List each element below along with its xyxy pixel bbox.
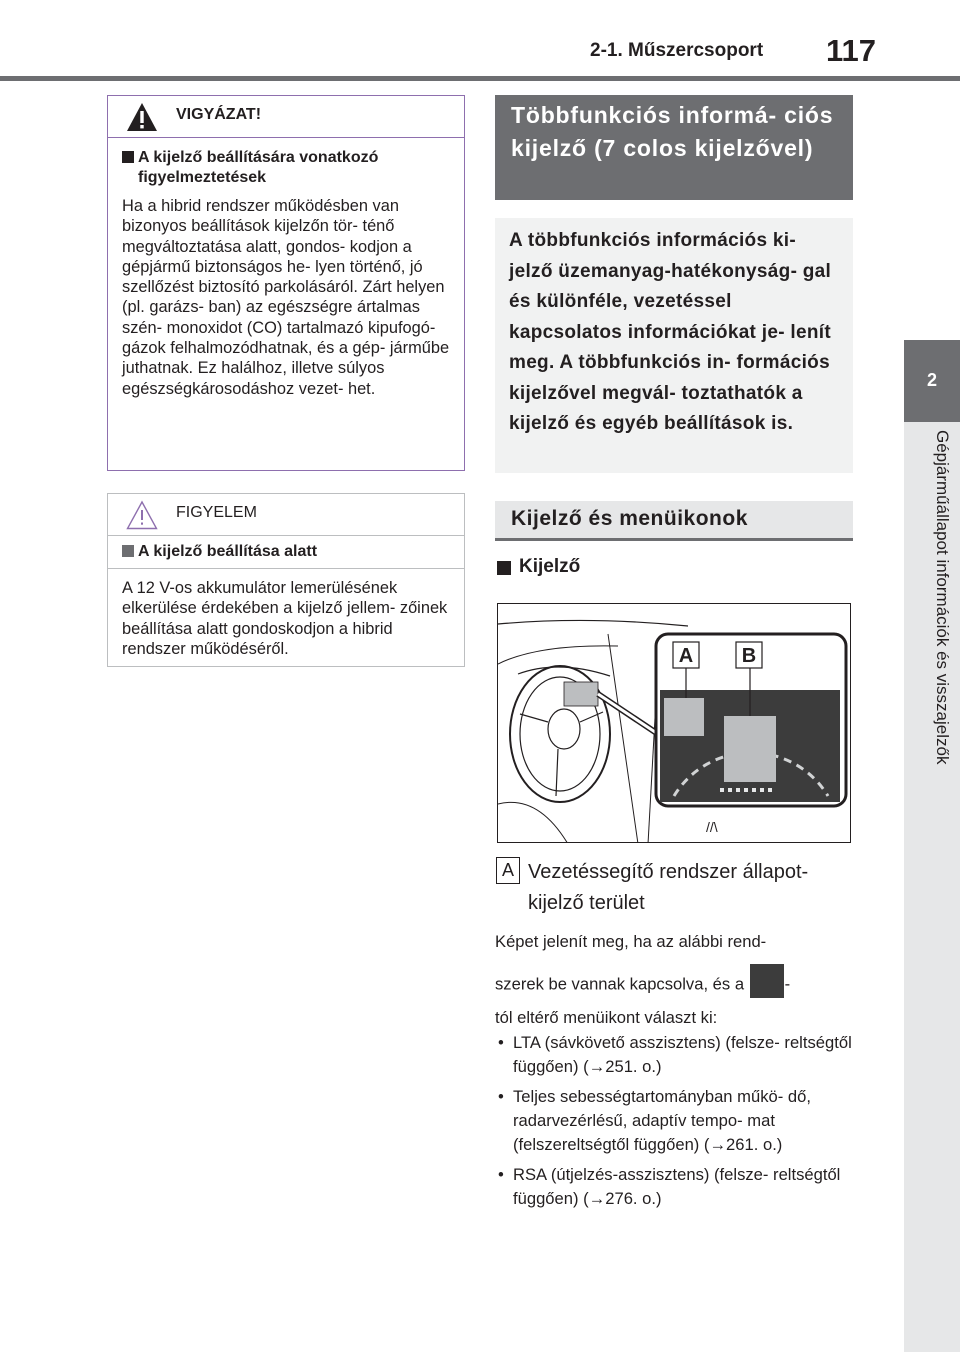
sub-heading-text: Kijelző (519, 556, 581, 577)
notice-box-header (108, 494, 464, 536)
notice-subtitle (122, 542, 450, 562)
callout-a: A (678, 645, 694, 667)
dashboard-drawing (498, 604, 851, 843)
intro-text: A többfunkciós információs ki- jelző üzemanyag-hatékonyság- gal és különféle, vezetéssel kapcsolatos információkat je- lenít meg. A többfunkciós in- formációs kijelzővel megvál- toztathatók a kijelző és egyéb beállítások is. (509, 230, 832, 434)
warning-box-header (108, 96, 464, 138)
warning-subtitle (122, 148, 450, 188)
sub-heading (497, 556, 580, 578)
paragraph-1: Képet jelenít meg, ha az alábbi rend- (495, 932, 767, 951)
page-number: 117 (826, 33, 877, 68)
notice-divider (108, 568, 464, 569)
paragraph-2 (495, 968, 855, 1002)
list-item: • Teljes sebességtartományban műkö- dő, radarvezérlésű, adaptív tempo- mat (felszereltségtől függően) (→261. o.) (495, 1085, 855, 1157)
section-heading-band (495, 501, 853, 541)
driving-assist-menu-icon (750, 964, 784, 998)
chapter-number: 2 (926, 370, 937, 390)
chapter-title: Gépjárműállapot információk és visszajelzők (933, 430, 952, 765)
chapter-tab (904, 340, 960, 422)
notice-box (107, 493, 465, 667)
topic-title: Többfunkciós informá- ciós kijelző (7 colos kijelzővel) (511, 102, 834, 161)
list-item: • LTA (sávkövető asszisztens) (felsze- reltségtől függően) (→251. o.) (495, 1031, 855, 1079)
notice-subtitle-text: A kijelző beállítása alatt (138, 543, 318, 560)
square-bullet-icon (122, 545, 134, 557)
callout-b: B (741, 645, 757, 667)
warning-box (107, 95, 465, 471)
warning-subtitle-text: A kijelző beállítására vonatkozó figyelmeztetések (138, 149, 379, 186)
dashboard-illustration (497, 603, 851, 843)
label-a-marker: A (496, 857, 520, 884)
list-item: • RSA (útjelzés-asszisztens) (felsze- reltségtől függően) (→276. o.) (495, 1163, 855, 1211)
section-title: 2-1. Műszercsoport (590, 40, 764, 61)
warning-triangle-icon (126, 102, 158, 132)
square-bullet-icon (122, 151, 134, 163)
square-bullet-icon (497, 561, 511, 575)
bullet-list (495, 1031, 855, 1211)
intro-panel (495, 218, 853, 473)
paragraph-2-text: szerek be vannak kapcsolva, és a (495, 974, 745, 994)
notice-body: A 12 V-os akkumulátor lemerülésének elkerülése érdekében a kijelző jellem- zőinek beállítása alatt gondoskodjon a hibrid rendszer működéséről. (122, 579, 448, 658)
notice-title: FIGYELEM (176, 504, 257, 521)
paragraph-3: tól eltérő menüikont választ ki: (495, 1008, 718, 1027)
topic-title-band (495, 95, 853, 200)
caution-triangle-icon (126, 500, 158, 530)
paragraph-2-suffix: - (784, 974, 791, 994)
section-heading: Kijelző és menüikonok (511, 507, 748, 530)
warning-body: Ha a hibrid rendszer működésben van bizonyos beállítások kijelzőn tör- ténő megváltoztatása alatt, gondos- kodjon a gépjármű biztonságos he- lyen történő, jó szellőzést biztosító parkolásáról. Zárt helyen (pl. garázs- ban) az egészségre ártalmas szén- monoxidot (CO) tartalmazó kipufogó- gázok felhalmozódhatnak, és a gép- járműbe juthatnak. Ez halálhoz, illetve súlyos egészségkárosodáshoz vezet- het. (122, 197, 450, 398)
illustration-code: //\ (706, 819, 718, 835)
warning-title: VIGYÁZAT! (176, 106, 262, 123)
label-a-text: Vezetéssegítő rendszer állapot- kijelző terület (528, 861, 809, 914)
header-rule (0, 76, 960, 81)
